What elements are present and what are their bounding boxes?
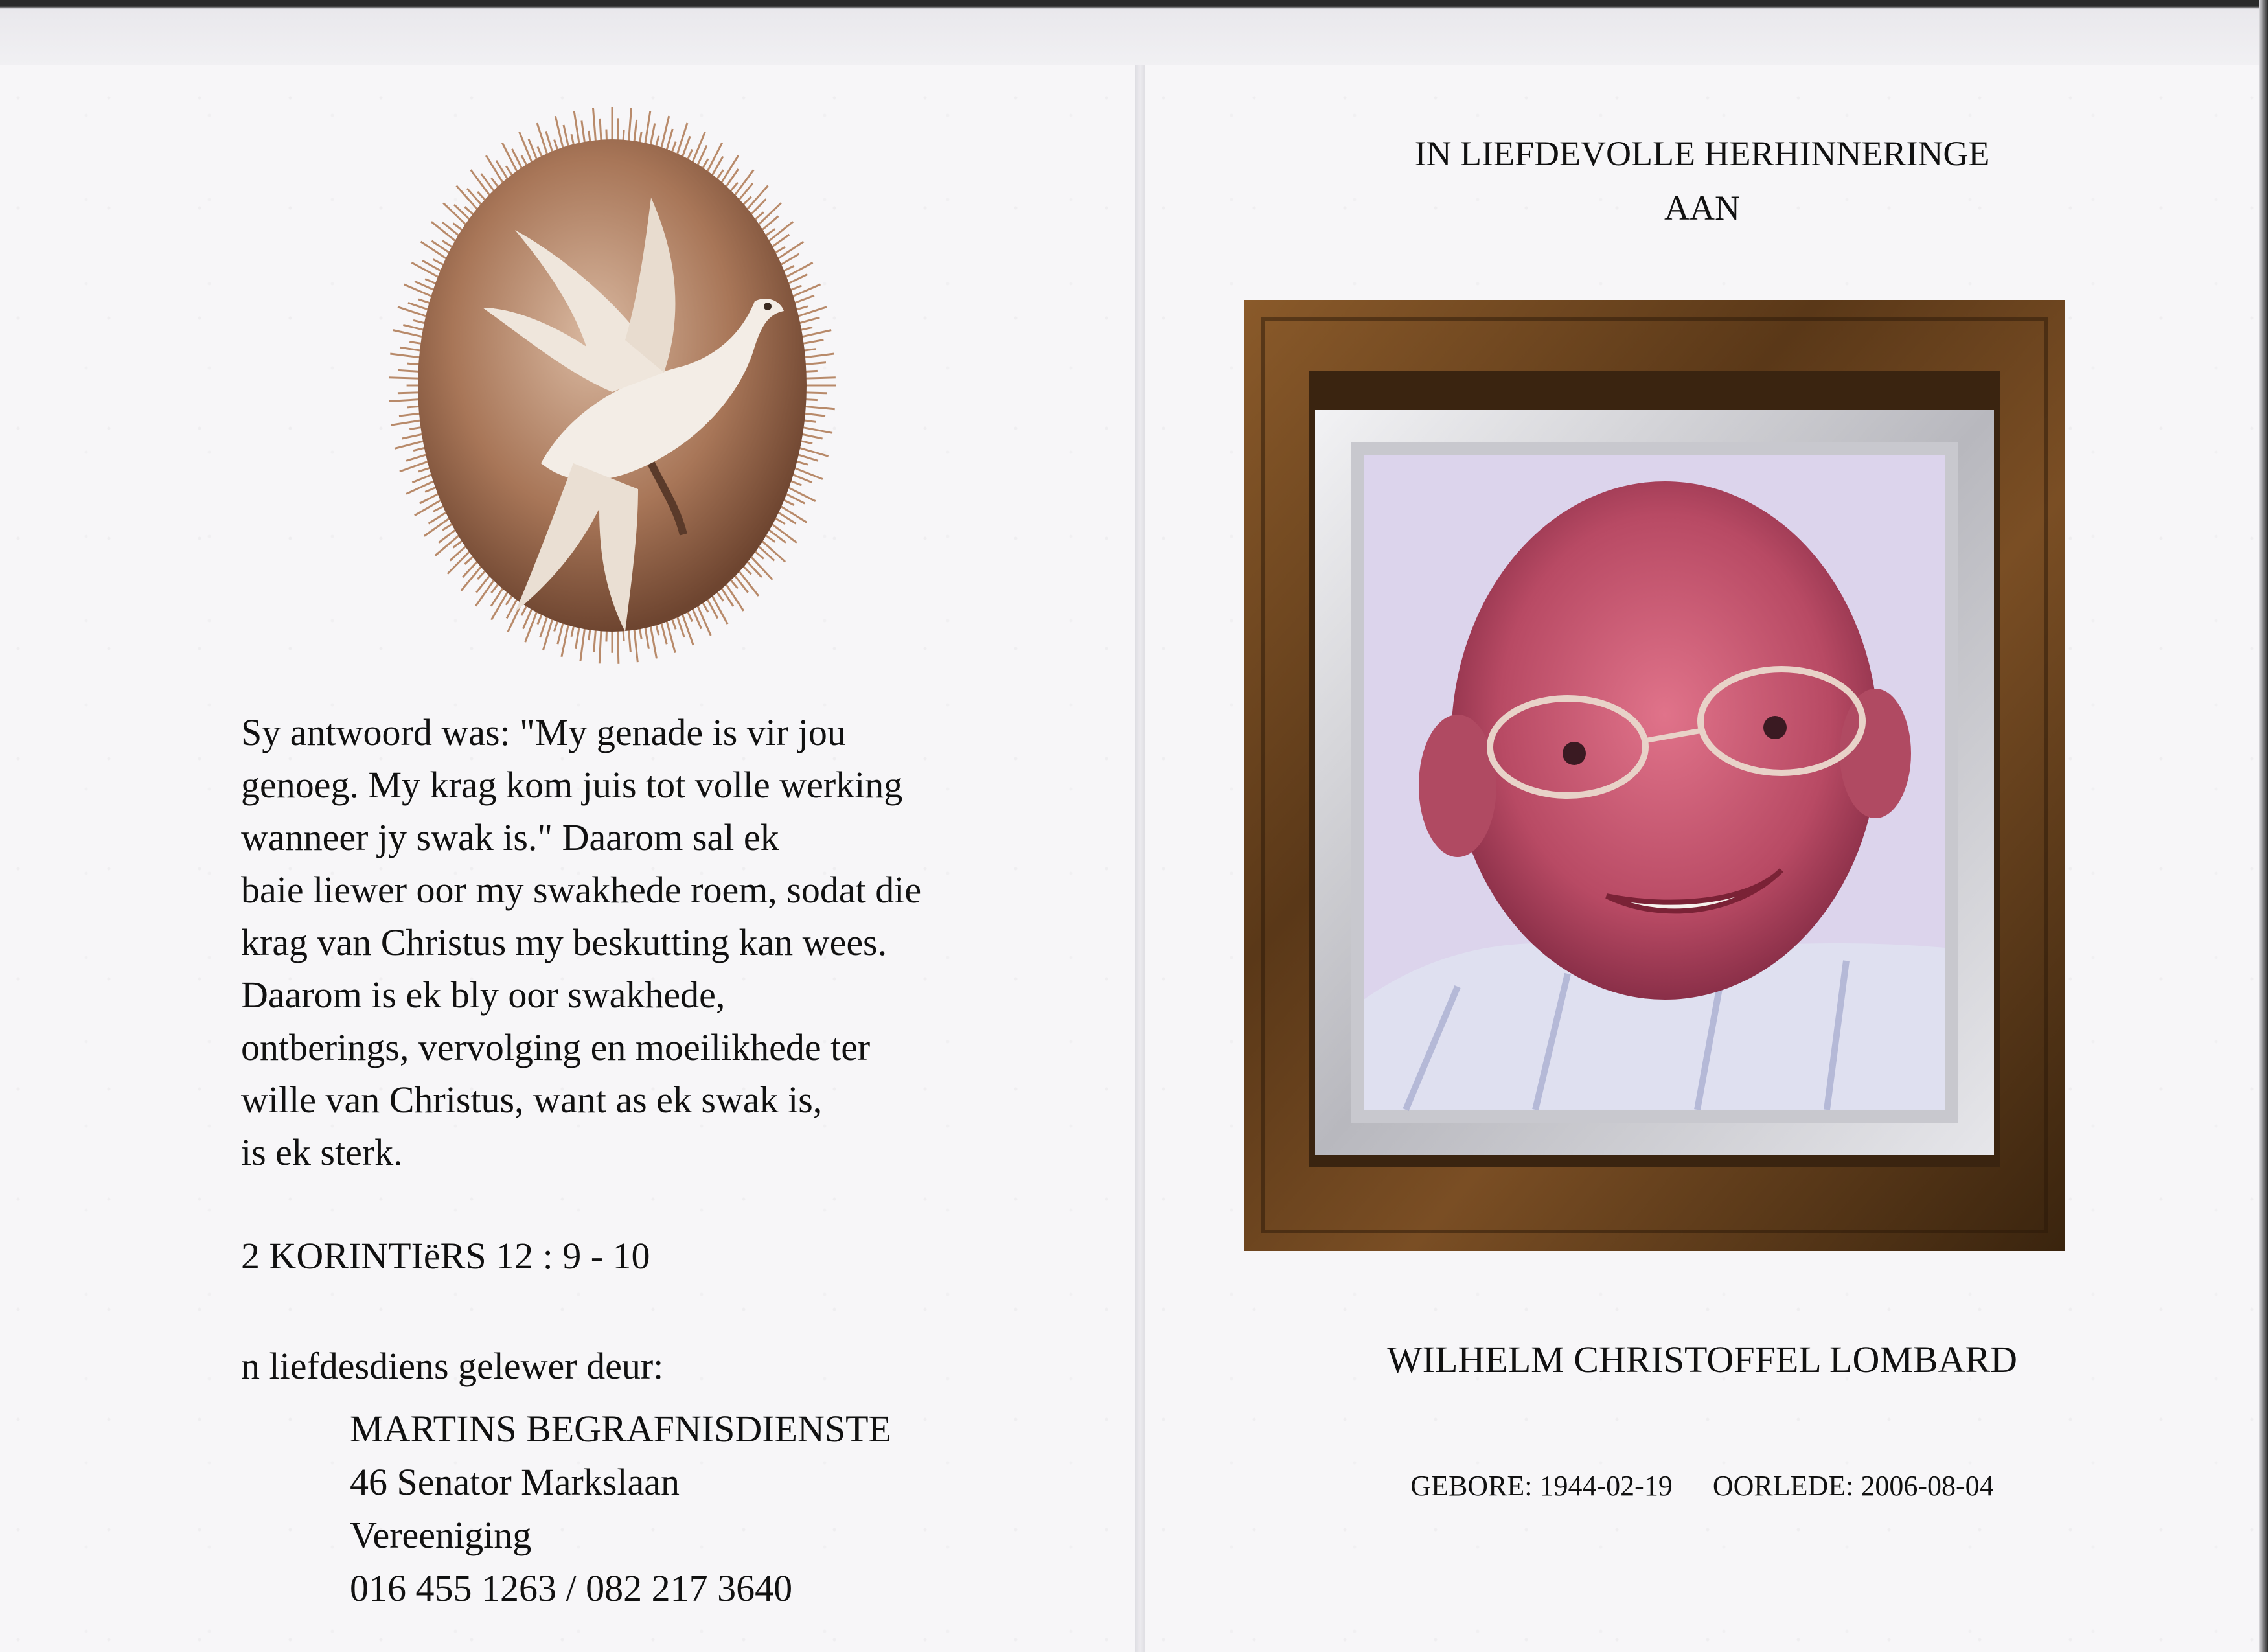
scripture-verse (241, 706, 1103, 1178)
deceased-name: WILHELM CHRISTOFFEL LOMBARD (1386, 1338, 2018, 1381)
funeral-provider (350, 1403, 891, 1615)
provider-name: MARTINS BEGRAFNISDIENSTE (350, 1408, 891, 1450)
verse-line: wille van Christus, want as ek swak is, (241, 1079, 823, 1121)
portrait-photo (1244, 300, 2065, 1251)
verse-line: wanneer jy swak is." Daarom sal ek (241, 816, 779, 858)
service-label: n liefdesdiens gelewer deur: (241, 1345, 664, 1387)
verse-line: baie liewer oor my swakhede roem, sodat die (241, 869, 922, 911)
born-label: GEBORE: (1410, 1470, 1533, 1502)
provider-city: Vereeniging (350, 1514, 532, 1556)
verse-line: is ek sterk. (241, 1131, 403, 1173)
died-date: 2006-08-04 (1861, 1470, 1994, 1502)
life-dates (1145, 1469, 2259, 1502)
dove-icon (379, 100, 845, 671)
verse-line: Daarom is ek bly oor swakhede, (241, 974, 726, 1016)
heading-line: IN LIEFDEVOLLE HERHINNERINGE (1414, 134, 1990, 173)
provider-phone: 016 455 1263 / 082 217 3640 (350, 1567, 793, 1609)
provider-address: 46 Senator Markslaan (350, 1461, 680, 1503)
verse-reference: 2 KORINTIëRS 12 : 9 - 10 (241, 1235, 650, 1277)
verse-line: ontberings, vervolging en moeilikhede ter (241, 1026, 871, 1068)
verse-line: krag van Christus my beskutting kan wees. (241, 921, 888, 963)
born-date: 1944-02-19 (1539, 1470, 1673, 1502)
memorial-heading (1145, 126, 2259, 235)
card-fold (1135, 65, 1145, 1652)
died-label: OORLEDE: (1712, 1470, 1854, 1502)
heading-line: AAN (1664, 189, 1740, 227)
verse-line: genoeg. My krag kom juis tot volle werking (241, 764, 903, 806)
verse-line: Sy antwoord was: "My genade is vir jou (241, 711, 846, 753)
scan-right-edge (2259, 0, 2268, 1652)
scan-top-edge (0, 0, 2268, 65)
